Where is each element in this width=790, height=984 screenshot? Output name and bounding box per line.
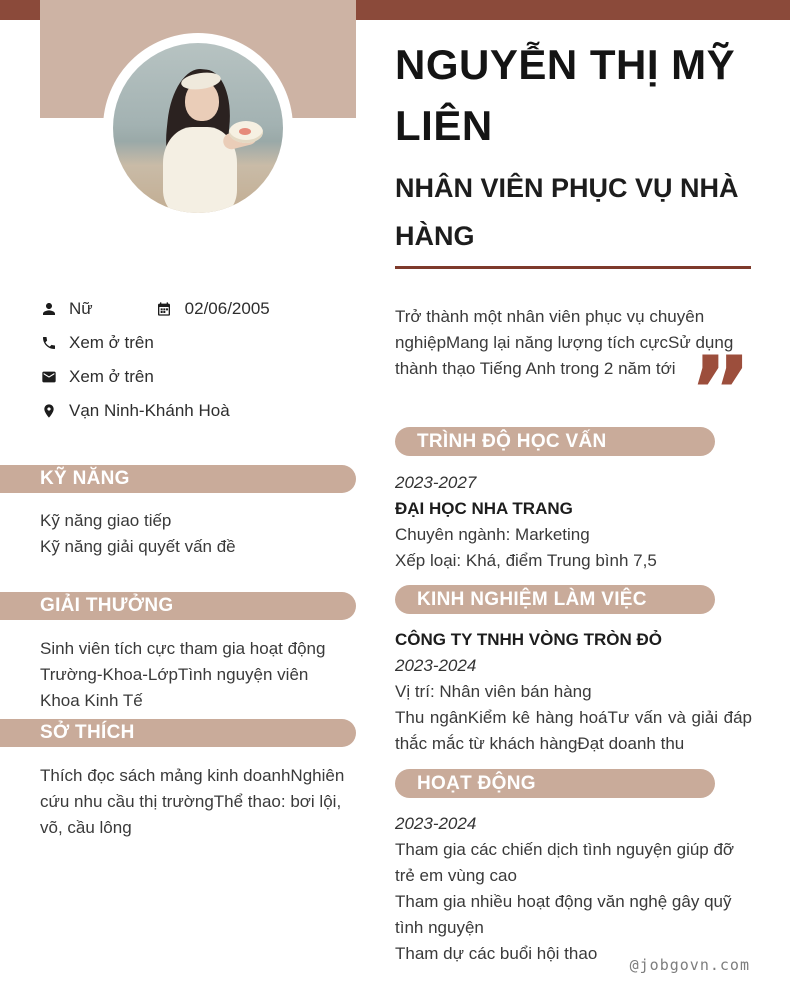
phone-icon (40, 335, 57, 352)
education-grade: Xếp loại: Khá, điểm Trung bình 7,5 (395, 551, 657, 570)
profile-photo (113, 43, 283, 213)
photo-figure-cake (229, 121, 263, 143)
email-value: Xem ở trên (69, 367, 154, 386)
education-major: Chuyên ngành: Marketing (395, 525, 590, 544)
section-header-activities: HOẠT ĐỘNG (395, 769, 715, 798)
candidate-job-title: NHÂN VIÊN PHỤC VỤ NHÀ HÀNG (395, 173, 739, 251)
profile-photo-frame (103, 33, 293, 223)
activity-item: Tham gia nhiều hoạt động văn nghệ gây quỹ tình nguyện (395, 892, 732, 937)
section-header-awards: GIẢI THƯỞNG (0, 592, 356, 620)
section-header-experience: KINH NGHIỆM LÀM VIỆC (395, 585, 715, 614)
site-watermark: @jobgovn.com (629, 956, 750, 974)
skills-list (40, 508, 348, 560)
person-icon (40, 301, 57, 318)
activity-item: Tham gia các chiến dịch tình nguyện giúp đỡ trẻ em vùng cao (395, 840, 735, 885)
experience-position: Vị trí: Nhân viên bán hàng (395, 682, 592, 701)
closing-quote-mark: ” (688, 344, 752, 414)
experience-company: CÔNG TY TNHH VÒNG TRÒN ĐỎ (395, 630, 662, 649)
education-block (395, 470, 752, 574)
hobbies-text: Thích đọc sách mảng kinh doanhNghiên cứu nhu cầu thị trườngThể thao: bơi lội, võ, cầu lông (40, 766, 345, 837)
activities-period: 2023-2024 (395, 814, 477, 833)
title-divider (395, 266, 751, 269)
email-icon (40, 369, 57, 386)
info-row-phone (40, 332, 356, 354)
section-header-hobbies: SỞ THÍCH (0, 719, 356, 747)
section-header-education: TRÌNH ĐỘ HỌC VẤN (395, 427, 715, 456)
candidate-name: NGUYỄN THỊ MỸ LIÊN (395, 41, 736, 149)
skill-item: Kỹ năng giao tiếp (40, 511, 172, 530)
calendar-icon (156, 301, 173, 318)
gender-value: Nữ (69, 299, 93, 318)
activities-block (395, 811, 752, 967)
skill-item: Kỹ năng giải quyết vấn đề (40, 537, 236, 556)
location-pin-icon (40, 403, 57, 420)
personal-info-list (40, 298, 356, 434)
experience-description: Thu ngânKiểm kê hàng hoáTư vấn và giải đáp thắc mắc từ khách hàngĐạt doanh thu (395, 708, 752, 753)
activity-item: Tham dự các buổi hội thao (395, 944, 598, 963)
info-row-email (40, 366, 356, 388)
phone-value: Xem ở trên (69, 333, 154, 352)
birthday-value: 02/06/2005 (184, 299, 270, 318)
experience-period: 2023-2024 (395, 656, 477, 675)
info-row-gender-birthday (40, 298, 356, 320)
section-header-skills: KỸ NĂNG (0, 465, 356, 493)
education-school: ĐẠI HỌC NHA TRANG (395, 499, 573, 518)
info-row-address (40, 400, 356, 422)
address-value: Vạn Ninh-Khánh Hoà (69, 401, 230, 420)
awards-text: Sinh viên tích cực tham gia hoạt động Trường-Khoa-LớpTình nguyện viên Khoa Kinh Tế (40, 639, 326, 710)
experience-block (395, 627, 752, 757)
education-period: 2023-2027 (395, 473, 477, 492)
career-objective: Trở thành một nhân viên phục vụ chuyên nghiệpMang lại năng lượng tích cựcSử dụng thành thạo Tiếng Anh trong 2 năm tới (395, 307, 734, 378)
